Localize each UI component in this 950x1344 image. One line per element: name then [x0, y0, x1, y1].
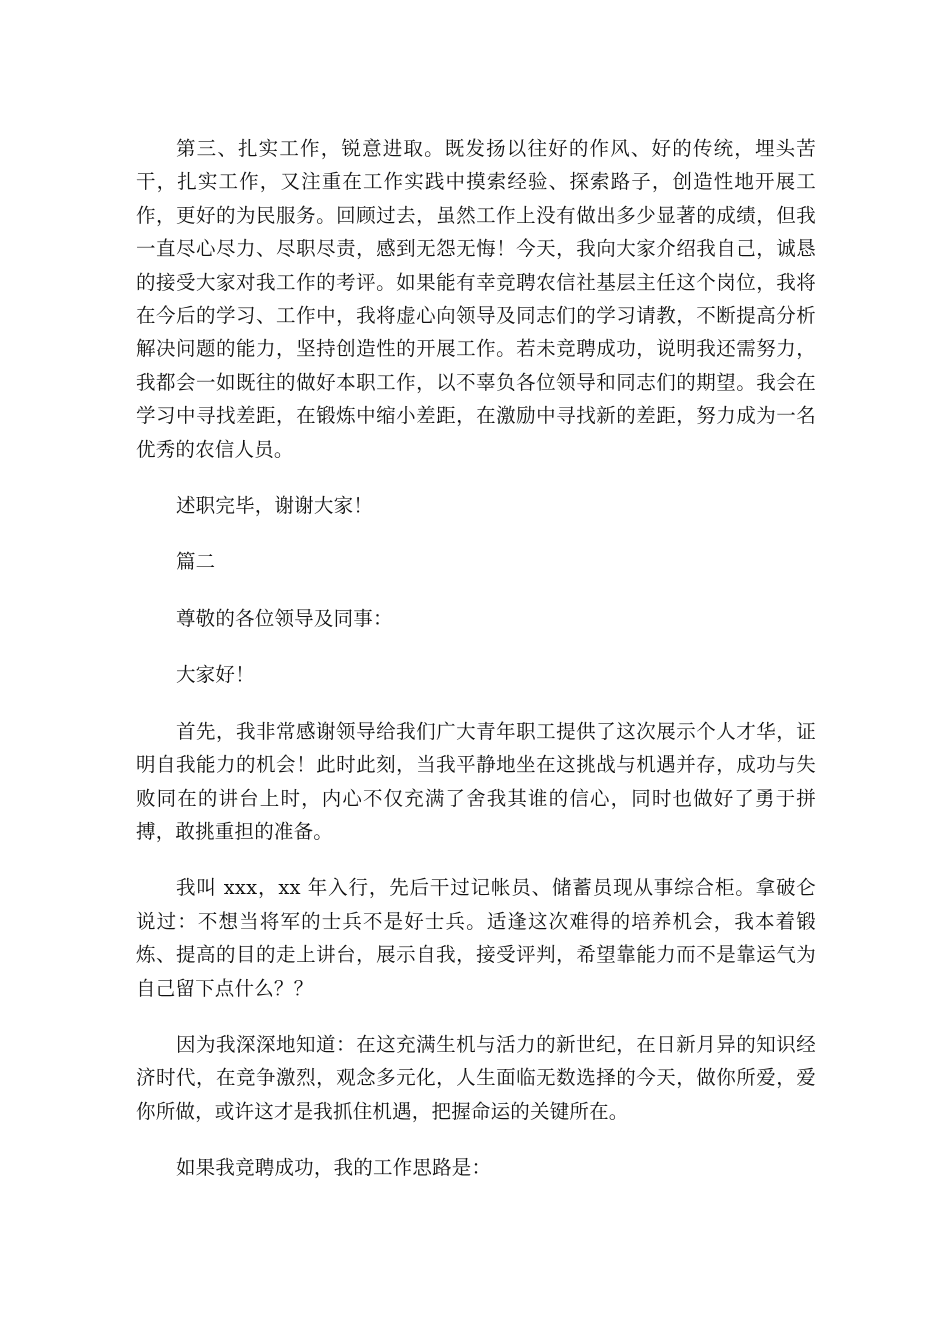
paragraph-self-introduction: 我叫 xxx，xx 年入行，先后干过记帐员、储蓄员现从事综合柜。拿破仑说过：不想当将军的士兵不是好士兵。适逢这次难得的培养机会，我本着锻炼、提高的目的走上讲台，展示自我，接受评判，希望靠能力而不是靠运气为自己留下点什么？？	[136, 876, 816, 1000]
paragraph-work-plan-intro: 如果我竞聘成功，我的工作思路是：	[175, 1156, 492, 1180]
paragraph-motivation: 因为我深深地知道：在这充满生机与活力的新世纪，在日新月异的知识经济时代，在竞争激烈，观念多元化，人生面临无数选择的今天，做你所爱，爱你所做，或许这才是我抓住机遇，把握命运的关键所在。	[136, 1032, 816, 1123]
paragraph-closing: 述职完毕，谢谢大家！	[175, 494, 373, 518]
paragraph-salutation: 尊敬的各位领导及同事：	[175, 606, 393, 630]
paragraph-greeting: 大家好！	[175, 663, 255, 687]
paragraph-gratitude: 首先，我非常感谢领导给我们广大青年职工提供了这次展示个人才华，证明自我能力的机会！此时此刻，当我平静地坐在这挑战与机遇并存，成功与失败同在的讲台上时，内心不仅充满了舍我其谁的信心，同时也做好了勇于拼搏，敢挑重担的准备。	[136, 719, 816, 843]
document-body	[136, 132, 816, 1208]
paragraph-work-attitude: 第三、扎实工作，锐意进取。既发扬以往好的作风、好的传统，埋头苦干，扎实工作，又注重在工作实践中摸索经验、探索路子，创造性地开展工作，更好的为民服务。回顾过去，虽然工作上没有做出多少显著的成绩，但我一直尽心尽力、尽职尽责，感到无怨无悔！今天，我向大家介绍我自己，诚恳的接受大家对我工作的考评。如果能有幸竞聘农信社基层主任这个岗位，我将在今后的学习、工作中，我将虚心向领导及同志们的学习请教，不断提高分析解决问题的能力，坚持创造性的开展工作。若未竞聘成功，说明我还需努力，我都会一如既往的做好本职工作，以不辜负各位领导和同志们的期望。我会在学习中寻找差距，在锻炼中缩小差距，在激励中寻找新的差距，努力成为一名优秀的农信人员。	[136, 137, 816, 461]
section-heading: 篇二	[175, 550, 216, 574]
